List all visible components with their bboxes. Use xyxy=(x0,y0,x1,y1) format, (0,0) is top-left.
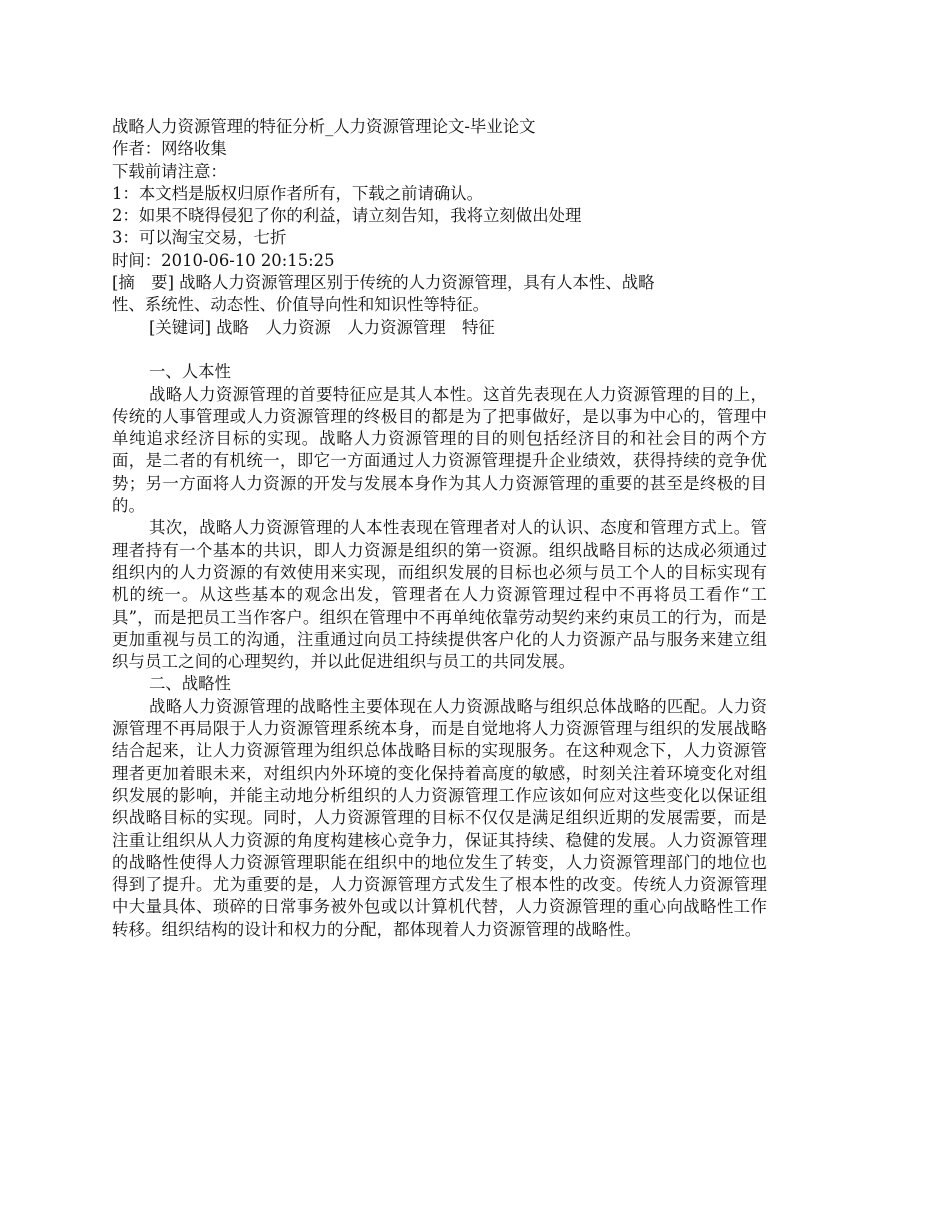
author-line: 作者：网络收集 xyxy=(112,139,227,159)
notice-item: 1：本文档是版权归原作者所有，下载之前请确认。 xyxy=(112,183,484,203)
notice-heading: 下载前请注意： xyxy=(112,161,227,181)
document-title: 战略人力资源管理的特征分析_人力资源管理论文-毕业论文 xyxy=(112,117,536,136)
time-line: 时间：2010-06-10 20:15:25 xyxy=(112,250,335,270)
notice-item: 3：可以淘宝交易，七折 xyxy=(112,228,287,248)
keywords-line: [关键词] 战略 人力资源 人力资源管理 特征 xyxy=(149,317,495,337)
section-heading: 一、人本性 xyxy=(149,362,231,382)
body-paragraph: 其次，战略人力资源管理的人本性表现在管理者对人的认识、态度和管理方式上。管理者持有一个基本的共识，即人力资源是组织的第一资源。组织战略目标的达成必须通过组织内的人力资源的有效使用来实现，而组织发展的目标也必须与员工个人的目标实现有机的统一。从这些基本的观念出发，管理者在人力资源管理过程中不再将员工看作“工具”，而是把员工当作客户。组织在管理中不再单纯依靠劳动契约来约束员工的行为，而是更加重视与员工的沟通，注重通过向员工持续提供客户化的人力资源产品与服务来建立组织与员工之间的心理契约，并以此促进组织与员工的共同发展。 xyxy=(112,518,767,672)
abstract-line: 性、系统性、动态性、价值导向性和知识性等特征。 xyxy=(112,295,489,315)
body-paragraph: 战略人力资源管理的首要特征应是其人本性。这首先表现在人力资源管理的目的上，传统的人事管理或人力资源管理的终极目的都是为了把事做好，是以事为中心的，管理中单纯追求经济目标的实现。战略人力资源管理的目的则包括经济目的和社会目的两个方面，是二者的有机统一，即它一方面通过人力资源管理提升企业绩效，获得持续的竞争优势；另一方面将人力资源的开发与发展本身作为其人力资源管理的重要的甚至是终极的目的。 xyxy=(112,384,767,516)
notice-item: 2：如果不晓得侵犯了你的利益，请立刻告知，我将立刻做出处理 xyxy=(112,206,582,226)
document-page xyxy=(112,116,767,941)
body-paragraph: 战略人力资源管理的战略性主要体现在人力资源战略与组织总体战略的匹配。人力资源管理不再局限于人力资源管理系统本身，而是自觉地将人力资源管理与组织的发展战略结合起来，让人力资源管理为组织总体战略目标的实现服务。在这种观念下，人力资源管理者更加着眼未来，对组织内外环境的变化保持着高度的敏感，时刻关注着环境变化对组织发展的影响，并能主动地分析组织的人力资源管理工作应该如何应对这些变化以保证组织战略目标的实现。同时，人力资源管理的目标不仅仅是满足组织近期的发展需要，而是注重让组织从人力资源的角度构建核心竞争力，保证其持续、稳健的发展。人力资源管理的战略性使得人力资源管理职能在组织中的地位发生了转变，人力资源管理部门的地位也得到了提升。尤为重要的是，人力资源管理方式发生了根本性的改变。传统人力资源管理中大量具体、琐碎的日常事务被外包或以计算机代替，人力资源管理的重心向战略性工作转移。组织结构的设计和权力的分配，都体现着人力资源管理的战略性。 xyxy=(112,696,767,939)
abstract-line: [摘 要] 战略人力资源管理区别于传统的人力资源管理，具有人本性、战略 xyxy=(112,273,655,293)
section-heading: 二、战略性 xyxy=(149,674,231,694)
blank-line xyxy=(112,339,767,361)
